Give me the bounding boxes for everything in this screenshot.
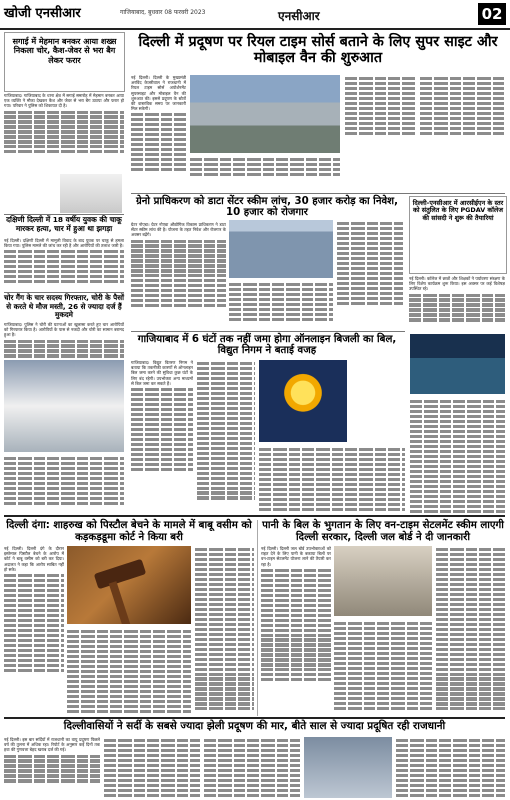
right-side-body xyxy=(410,398,505,514)
left-story-1-headline: सगाई में मेहमान बनकर आया शख्स निकला चोर, कैश-जेवर से भरा बैग लेकर फरार xyxy=(12,37,117,65)
left-story-3-headline: चोर गैंग के चार सदस्य गिरफ्तार, चोरी के पैसों से करते थे मौज मस्ती, 26 से ज्यादा दर्ज हैं मुकदमे xyxy=(4,293,124,319)
main-story-body-center xyxy=(190,156,340,180)
section-title: एनसीआर xyxy=(278,9,320,23)
greno-text: ग्रेटर नोएडा। ग्रेटर नोएडा औद्योगिक विकास प्राधिकरण ने डाटा सेंटर स्कीम लांच की है। योजना के तहत निवेश और रोजगार के अवसर बढ़ेंगे। xyxy=(131,222,226,238)
sardi-headline: दिल्लीवासियों ने सर्दी के सबसे ज्यादा झेली प्रदूषण की मार, बीते साल से ज्यादा प्रदूषित रही राजधानी xyxy=(63,720,446,732)
sardi-body-2 xyxy=(104,737,200,798)
gavel-photo xyxy=(67,546,191,624)
pani-photo xyxy=(334,546,432,616)
sardi-body-3 xyxy=(204,737,300,798)
main-headline: दिल्ली में प्रदूषण पर रियल टाइम सोर्स बताने के लिए सुपर साइट और मोबाइल वैन की शुरुआत xyxy=(138,34,498,67)
left-story-2-body xyxy=(4,238,124,290)
pani-headline: पानी के बिल के भुगतान के लिए वन-टाइम सेटलमेंट स्कीम लाएगी दिल्ली सरकार, दिल्ली जल बोर्ड ने दी जानकारी xyxy=(262,520,504,543)
sardi-text: नई दिल्ली। इस बार सर्दियों में राजधानी का वायु प्रदूषण पिछले वर्ष की तुलना में अधिक रहा। रिपोर्ट के अनुसार कई दिनों तक हवा की गुणवत्ता बेहद खराब दर्ज की गई। xyxy=(4,737,100,753)
pani-body-right xyxy=(436,546,505,715)
pistol-body-left xyxy=(4,546,64,715)
header-bar xyxy=(0,0,510,30)
pani-text: नई दिल्ली। दिल्ली जल बोर्ड उपभोक्ताओं को राहत देने के लिए पानी के बकाया बिलों पर वन-टाइम सेटलमेंट योजना लाने की तैयारी कर रहा है। xyxy=(261,546,331,567)
bottom-divider xyxy=(4,717,505,719)
middle-divider xyxy=(131,331,405,332)
left-story-3-body-bottom xyxy=(4,455,124,510)
bijli-photo xyxy=(259,360,347,442)
main-divider xyxy=(131,193,505,194)
main-photo-event xyxy=(190,75,340,153)
main-story-body-right xyxy=(345,75,415,193)
lower-divider xyxy=(4,515,505,517)
sardi-photo xyxy=(304,737,392,798)
sardi-body-4 xyxy=(396,737,505,798)
pistol-body-right xyxy=(195,546,254,715)
left-story-1-body xyxy=(4,93,124,173)
left-story-1-text: गाजियाबाद। गाजियाबाद के थाना क्षेत्र में सगाई समारोह में मेहमान बनकर आया एक व्यक्ति ने मौका देखकर कैश और जेवर से भरा बैग उठाया और फरार हो गया। परिवार ने पुलिस को शिकायत दी है। xyxy=(4,93,124,109)
right-story-body xyxy=(409,276,505,328)
left-story-2-text: नई दिल्ली। दक्षिणी दिल्ली में मामूली विवाद के बाद युवक पर चाकू से हमला किया गया। पुलिस मामले की जांच कर रही है और आरोपियों की तलाश जारी है। xyxy=(4,238,124,249)
greno-photo xyxy=(229,220,333,278)
bijli-body-right xyxy=(259,446,405,514)
greno-body xyxy=(131,222,226,328)
left-story-2-headline: दक्षिणी दिल्ली में 18 वर्षीय युवक की चाकू मारकर हत्या, चार में हुआ था झगड़ा xyxy=(6,215,122,233)
sardi-body-1 xyxy=(4,737,100,798)
right-story-box xyxy=(409,196,507,274)
bijli-body-left xyxy=(131,360,193,514)
pistol-text: नई दिल्ली। दिल्ली दंगे के दौरान इस्तेमाल पिस्टौल बेचने के आरोप में कोर्ट ने बाबू वसीम को बरी कर दिया। अदालत ने कहा कि आरोप साबित नहीं हो सके। xyxy=(4,546,64,572)
greno-headline: ग्रेनो प्राधिकरण को डाटा सेंटर स्कीम लांच, 30 हजार करोड़ का निवेश, 10 हजार को रोजगार xyxy=(136,196,398,219)
left-story-3-body xyxy=(4,322,124,359)
main-story-body-far-right xyxy=(420,75,506,193)
right-photo-portrait xyxy=(410,334,505,394)
pani-body-left xyxy=(261,546,331,715)
bijli-body-mid xyxy=(197,360,255,514)
masthead-brand: खोजी एनसीआर xyxy=(4,6,81,21)
left-photo-tape xyxy=(60,174,122,213)
left-photo-arrest xyxy=(4,360,124,452)
pani-body-mid xyxy=(334,620,432,715)
main-story-text: नई दिल्ली। दिल्ली के मुख्यमंत्री अरविंद केजरीवाल ने राजधानी में रियल टाइम सोर्स अपोर्शनमेंट सुपरसाइट और मोबाइल वैन की शुरुआत की। इससे प्रदूषण के स्रोतों की वास्तविक समय पर जानकारी मिल सकेगी। xyxy=(131,75,186,112)
lower-column-rule xyxy=(257,520,258,716)
main-story-body-left xyxy=(131,75,186,193)
pistol-headline: दिल्ली दंगा: शाहरुख को पिस्टौल बेचने के मामले में बाबू वसीम को कड़कड़डूमा कोर्ट ने किया बरी xyxy=(6,520,252,543)
greno-body-right xyxy=(337,220,403,328)
right-story-headline: दिल्ली-एनसीआर में आरसीईएन के स्तर को संतुलित के लिए PGDAV कॉलेज की सांसदी ने शुरू की तैयारियां xyxy=(412,199,504,222)
page-number: 02 xyxy=(478,3,506,25)
bijli-text: गाजियाबाद। विद्युत वितरण निगम ने बताया कि तकनीकी कारणों से ऑनलाइन बिल जमा करने की सुविधा कुछ घंटों के लिए बंद रहेगी। उपभोक्ता अन्य माध्यमों से बिल जमा कर सकते हैं। xyxy=(131,360,193,386)
left-story-3-text: गाजियाबाद। पुलिस ने चोरी की घटनाओं का खुलासा करते हुए चार आरोपियों को गिरफ्तार किया है। आरोपियों के पास से नकदी और चोरी का सामान बरामद हुआ है। xyxy=(4,322,124,338)
left-story-1-box xyxy=(4,32,125,92)
right-story-text: नई दिल्ली। कॉलेज में छात्रों और शिक्षकों ने पर्यावरण संरक्षण के लिए विशेष कार्यक्रम शुरू किया। इस अवसर पर कई विशेषज्ञ उपस्थित रहे। xyxy=(409,276,505,292)
pistol-body-mid xyxy=(67,628,191,715)
bijli-headline: गाजियाबाद में 6 घंटों तक नहीं जमा होगा ऑनलाइन बिजली का बिल, विद्युत निगम ने बताई वजह xyxy=(137,334,397,357)
dateline: गाजियाबाद, बुधवार 08 फरवरी 2023 xyxy=(120,9,206,16)
greno-body-center xyxy=(229,281,333,328)
